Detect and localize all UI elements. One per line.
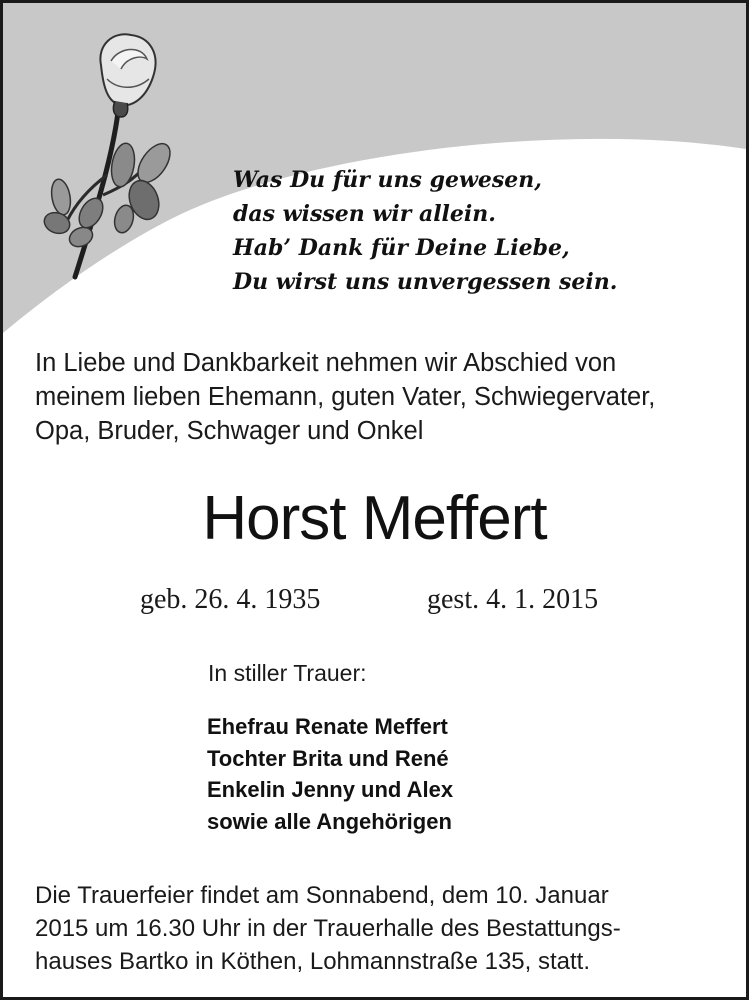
intro-line: In Liebe und Dankbarkeit nehmen wir Abschied von <box>35 349 617 377</box>
rose-icon <box>31 25 181 285</box>
mourner-entry: Tochter Brita und René <box>207 745 449 771</box>
funeral-service-info <box>35 879 621 978</box>
farewell-intro <box>35 346 725 448</box>
verse-line: Hab’ Dank für Deine Liebe, <box>233 235 570 261</box>
birth-date: geb. 26. 4. 1935 <box>140 584 321 615</box>
intro-line: Opa, Bruder, Schwager und Onkel <box>35 417 424 445</box>
mourner-entry: Ehefrau Renate Meffert <box>207 714 448 739</box>
verse-line: Du wirst uns unvergessen sein. <box>233 269 618 295</box>
mourner-entry: sowie alle Angehörigen <box>207 808 452 834</box>
mourning-label: In stiller Trauer: <box>208 660 367 686</box>
service-line: Die Trauerfeier findet am Sonnabend, dem 10. Januar <box>35 882 609 909</box>
service-line: hauses Bartko in Köthen, Lohmannstraße 135, statt. <box>35 948 590 975</box>
intro-line: meinem lieben Ehemann, guten Vater, Schwiegervater, <box>35 383 656 411</box>
mourner-entry: Enkelin Jenny und Alex <box>207 777 454 802</box>
mourners-list <box>207 711 453 837</box>
verse-line: das wissen wir allein. <box>233 201 496 227</box>
death-date: gest. 4. 1. 2015 <box>427 584 599 615</box>
memorial-verse <box>233 163 617 299</box>
service-line: 2015 um 16.30 Uhr in der Trauerhalle des Bestattungs- <box>35 915 621 942</box>
deceased-name: Horst Meffert <box>202 484 547 553</box>
verse-line: Was Du für uns gewesen, <box>233 167 542 193</box>
